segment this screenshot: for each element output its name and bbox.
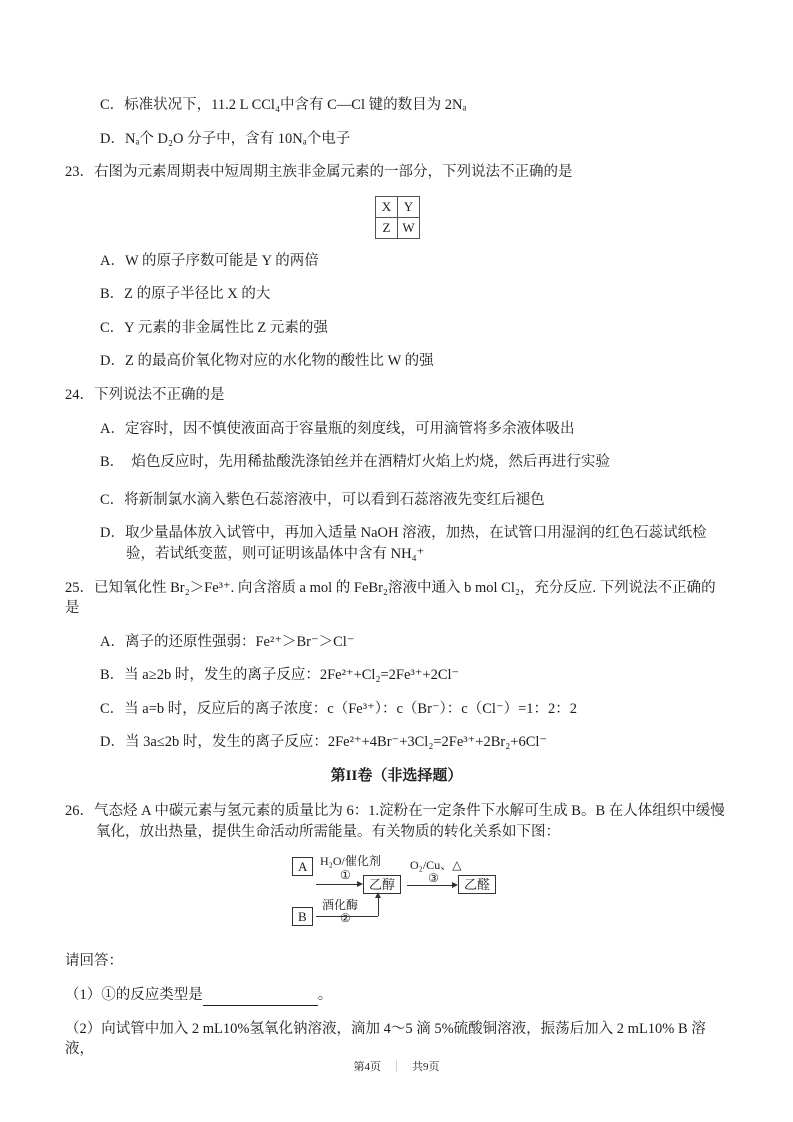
q24-option-d: D．取少量晶体放入试管中，再加入适量 NaOH 溶液，加热，在试管口用湿润的红色石蕊试纸检验，若试纸变蓝，则可证明该晶体中含有 NH₄⁺: [100, 525, 707, 562]
q23-option-d: D．Z 的最高价氧化物对应的水化物的酸性比 W 的强: [100, 353, 434, 370]
diagram-step1-circled-number: ①: [340, 868, 351, 883]
diagram-arrow3-line: [407, 885, 453, 886]
q25-option-c: C．当 a=b 时，反应后的离子浓度：c（Fe³⁺）：c（Br⁻）：c（Cl⁻）=1：2：2: [100, 700, 578, 717]
q26-stem: 26．气态烃 A 中碳元素与氢元素的质量比为 6：1.淀粉在一定条件下水解可生成 B。B 在人体组织中缓慢氧化，放出热量，提供生命活动所需能量。有关物质的转化关系如下图：: [65, 803, 725, 840]
q26-sub1: [65, 985, 728, 1006]
diagram-arrow2-head-icon: [375, 892, 381, 898]
q23-option-c: C．Y 元素的非金属性比 Z 元素的强: [100, 319, 328, 336]
q26-sub2: （2）向试管中加入 2 mL10%氢氧化钠溶液，滴加 4～5 滴 5%硫酸铜溶液，振荡后加入 2 mL10% B 溶液，: [65, 1020, 706, 1058]
answer-blank: [203, 991, 318, 1006]
q25-stem: 25．已知氧化性 Br₂＞Fe³⁺. 向含溶质 a mol 的 FeBr₂溶液中通入 b mol Cl₂，充分反应. 下列说法不正确的是: [65, 579, 716, 617]
page-footer: [0, 1058, 793, 1074]
table-cell-y: Y: [398, 196, 420, 217]
q23-element-table: [375, 196, 420, 239]
q23-stem: 23．右图为元素周期表中短周期主族非金属元素的一部分，下列说法不正确的是: [65, 164, 573, 181]
diagram-box-acetaldehyde: 乙醛: [458, 875, 496, 894]
q26-sub1-text: （1）①的反应类型是: [65, 987, 203, 1004]
diagram-step2-circled-number: ②: [340, 911, 351, 926]
diagram-box-b: B: [292, 907, 313, 926]
q24-option-b: B． 焰色反应时，先用稀盐酸洗涤铂丝并在酒精灯火焰上灼烧，然后再进行实验: [100, 454, 610, 471]
diagram-box-ethanol: 乙醇: [363, 875, 401, 894]
table-cell-z: Z: [376, 217, 398, 238]
q25-option-b: B．当 a≥2b 时，发生的离子反应：2Fe²⁺+Cl₂=2Fe³⁺+2Cl⁻: [100, 667, 460, 684]
q24-stem: 24．下列说法不正确的是: [65, 387, 225, 404]
q26-diagram: [230, 855, 728, 935]
q22-option-d: D．Nₐ个 D₂O 分子中，含有 10Nₐ个电子: [100, 130, 351, 147]
section-title: 第II卷（非选择题）: [330, 767, 463, 784]
footer-total-pages: 共9页: [412, 1061, 440, 1073]
diagram-arrow2-line-v: [378, 896, 379, 916]
diagram-arrow1-label: H₂O/催化剂: [320, 854, 381, 869]
diagram-arrow1-line: [316, 884, 358, 885]
diagram-box-a: A: [292, 857, 313, 876]
q24-option-c: C．将新制氯水滴入紫色石蕊溶液中，可以看到石蕊溶液先变红后褪色: [100, 491, 545, 508]
q26-prompt: 请回答：: [65, 953, 123, 970]
table-cell-w: W: [398, 217, 420, 238]
diagram-arrow2-line-h: [316, 916, 378, 917]
q26-sub1-period: 。: [317, 987, 333, 1004]
q23-option-a: A．W 的原子序数可能是 Y 的两倍: [100, 252, 319, 269]
q25-option-d: D．当 3a≤2b 时，发生的离子反应：2Fe²⁺+4Br⁻+3Cl₂=2Fe³⁺+2Br₂+6Cl⁻: [100, 734, 548, 751]
diagram-step3-circled-number: ③: [428, 871, 439, 886]
diagram-arrow2-label: 酒化酶: [322, 898, 359, 913]
q24-option-a: A．定容时，因不慎使液面高于容量瓶的刻度线，可用滴管将多余液体吸出: [100, 420, 575, 437]
q22-option-c: C．标准状况下，11.2 L CCl₄中含有 C—Cl 键的数目为 2Nₐ: [100, 97, 467, 113]
footer-page-number: 第4页: [353, 1061, 381, 1073]
table-cell-x: X: [376, 196, 398, 217]
diagram-arrow3-label: O₂/Cu、△: [410, 858, 462, 873]
q25-option-a: A．离子的还原性强弱：Fe²⁺＞Br⁻＞Cl⁻: [100, 633, 355, 650]
q23-option-b: B．Z 的原子半径比 X 的大: [100, 286, 271, 303]
footer-separator: ｜: [391, 1061, 402, 1073]
